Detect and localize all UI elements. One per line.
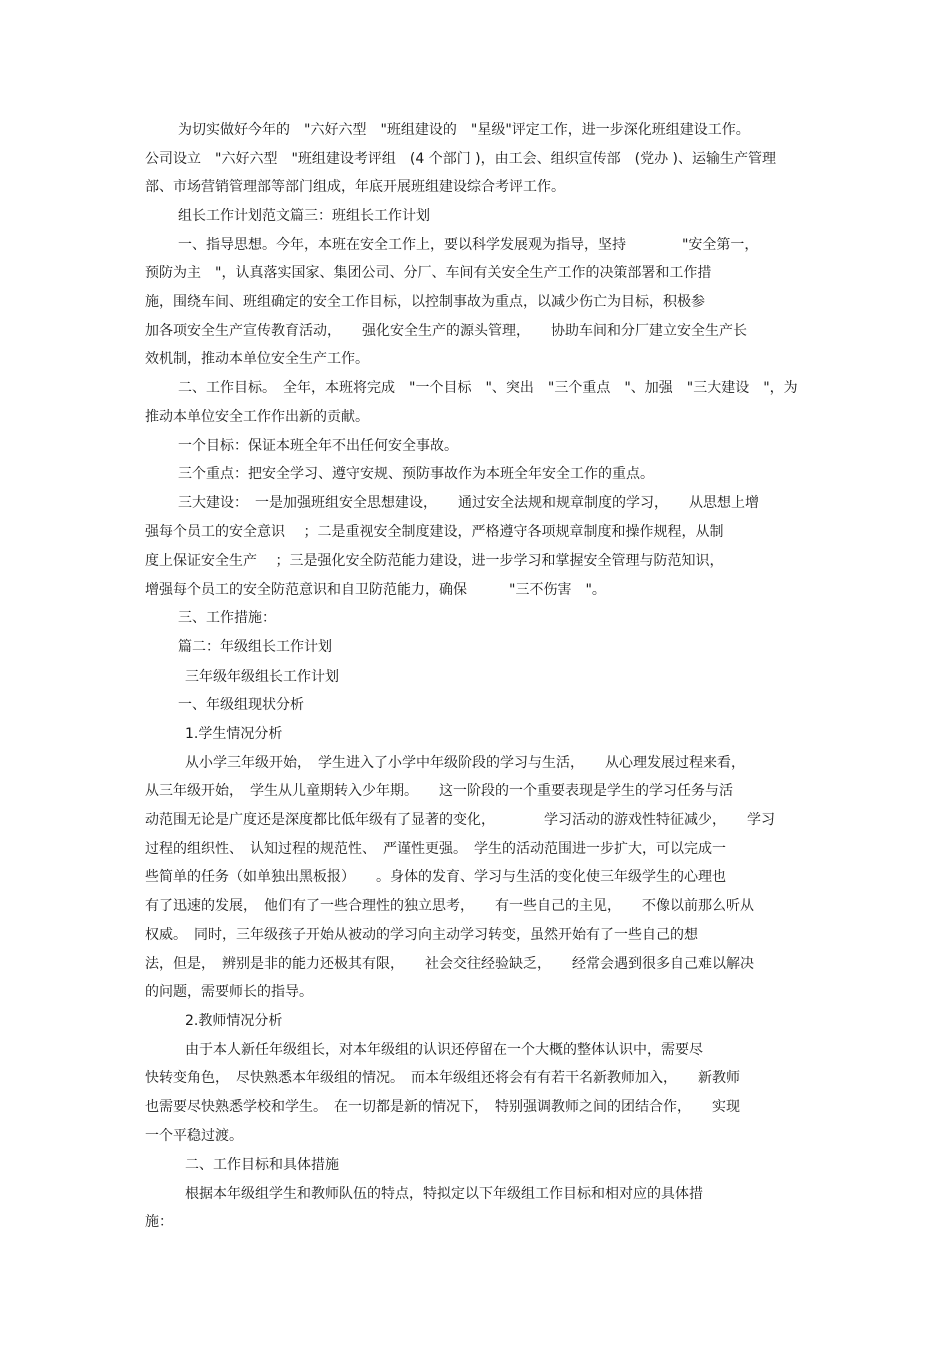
- section-heading: 1.学生情况分析: [185, 726, 283, 742]
- section-heading: 组长工作计划范文篇三：班组长工作计划: [178, 208, 430, 224]
- text-line: 一、指导思想。今年，本班在安全工作上，要以科学发展观为指导，坚持 "安全第一，: [178, 237, 759, 253]
- text-line: 三大建设： 一是加强班组安全思想建设， 通过安全法规和规章制度的学习， 从思想上增: [178, 495, 759, 511]
- text-line: 些简单的任务（如单独出黑板报） 。身体的发育、学习与生活的变化使三年级学生的心理也: [145, 869, 726, 885]
- section-heading: 篇二：年级组长工作计划: [178, 639, 332, 655]
- text-line: 过程的组织性、 认知过程的规范性、 严谨性更强。 学生的活动范围进一步扩大，可以完成一: [145, 841, 726, 857]
- text-line: 为切实做好今年的 "六好六型 "班组建设的 "星级"评定工作，进一步深化班组建设工作。: [178, 122, 750, 138]
- section-heading: 2.教师情况分析: [185, 1013, 283, 1029]
- text-line: 由于本人新任年级组长，对本年级组的认识还停留在一个大概的整体认识中，需要尽: [185, 1042, 703, 1058]
- text-line: 根据本年级组学生和教师队伍的特点，特拟定以下年级组工作目标和相对应的具体措: [185, 1186, 703, 1202]
- section-heading: 三年级年级组长工作计划: [185, 669, 339, 685]
- text-line: 动范围无论是广度还是深度都比低年级有了显著的变化， 学习活动的游戏性特征减少， 学习: [145, 812, 775, 828]
- text-line: 公司设立 "六好六型 "班组建设考评组 (4 个部门 )，由工会、组织宣传部 (党办 )、运输生产管理: [145, 151, 776, 167]
- text-line: 推动本单位安全工作作出新的贡献。: [145, 409, 369, 425]
- text-line: 法，但是， 辨别是非的能力还极其有限， 社会交往经验缺乏， 经常会遇到很多自己难以解决: [145, 956, 754, 972]
- text-line: 三个重点：把安全学习、遵守安规、预防事故作为本班全年安全工作的重点。: [178, 466, 654, 482]
- text-line: 部、市场营销管理部等部门组成，年底开展班组建设综合考评工作。: [145, 179, 565, 195]
- text-line: 快转变角色， 尽快熟悉本年级组的情况。 而本年级组还将会有有若干名新教师加入， 新教师: [145, 1070, 740, 1086]
- text-line: 效机制，推动本单位安全生产工作。: [145, 351, 369, 367]
- text-line: 预防为主 "，认真落实国家、集团公司、分厂、车间有关安全生产工作的决策部署和工作措: [145, 265, 712, 281]
- text-line: 从三年级开始， 学生从儿童期转入少年期。 这一阶段的一个重要表现是学生的学习任务与活: [145, 783, 733, 799]
- text-line: 权威。 同时，三年级孩子开始从被动的学习向主动学习转变，虽然开始有了一些自己的想: [145, 927, 698, 943]
- text-line: 强每个员工的安全意识 ；二是重视安全制度建设，严格遵守各项规章制度和操作规程，从制: [145, 524, 724, 540]
- text-line: 增强每个员工的安全防范意识和自卫防范能力，确保 "三不伤害 "。: [145, 582, 606, 598]
- text-line: 一个目标：保证本班全年不出任何安全事故。: [178, 438, 458, 454]
- text-line: 二、工作目标。 全年，本班将完成 "一个目标 "、突出 "三个重点 "、加强 "三大建设 "，为: [178, 380, 798, 396]
- text-line: 一个平稳过渡。: [145, 1128, 243, 1144]
- section-heading: 三、工作措施：: [178, 610, 276, 626]
- text-line: 也需要尽快熟悉学校和学生。 在一切都是新的情况下， 特别强调教师之间的团结合作， 实现: [145, 1099, 740, 1115]
- text-line: 从小学三年级开始， 学生进入了小学中年级阶段的学习与生活， 从心理发展过程来看，: [185, 755, 745, 771]
- text-line: 施：: [145, 1214, 173, 1230]
- section-heading: 一、年级组现状分析: [178, 697, 304, 713]
- text-line: 有了迅速的发展， 他们有了一些合理性的独立思考， 有一些自己的主见， 不像以前那么听从: [145, 898, 754, 914]
- text-line: 的问题，需要师长的指导。: [145, 984, 313, 1000]
- text-line: 施，围绕车间、班组确定的安全工作目标，以控制事故为重点，以减少伤亡为目标，积极参: [145, 294, 705, 310]
- text-line: 加各项安全生产宣传教育活动， 强化安全生产的源头管理， 协助车间和分厂建立安全生产长: [145, 323, 747, 339]
- text-line: 度上保证安全生产 ；三是强化安全防范能力建设，进一步学习和掌握安全管理与防范知识，: [145, 553, 724, 569]
- section-heading: 二、工作目标和具体措施: [185, 1157, 339, 1173]
